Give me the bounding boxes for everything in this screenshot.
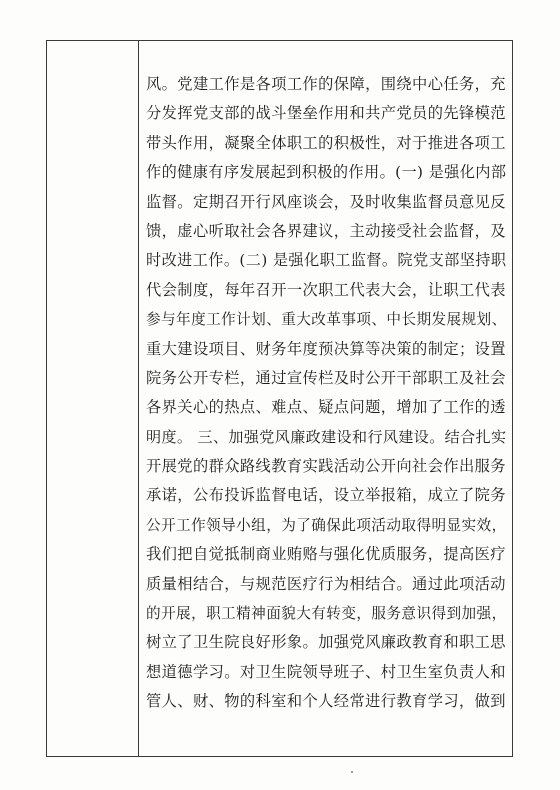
text-line: 质量相结合，与规范医疗行为相结合。通过此项活动 <box>146 574 506 593</box>
text-line: 树立了卫生院良好形象。加强党风廉政教育和职工思 <box>146 633 506 652</box>
scan-speck <box>351 771 353 773</box>
text-line: 风。党建工作是各项工作的保障，围绕中心任务，充 <box>146 75 506 93</box>
text-line: 重大建设项目、财务年度预决算等决策的制定；设置 <box>146 339 506 358</box>
text-line: 管人、财、物的科室和个人经常进行教育学习，做到 <box>146 692 506 711</box>
text-line: 各界关心的热点、难点、疑点问题，增加了工作的透 <box>146 398 506 417</box>
text-line: 参与年度工作计划、重大改革事项、中长期发展规划、 <box>146 311 507 329</box>
text-line: 明度。 三、加强党风廉政建设和行风建设。结合扎实 <box>146 427 507 446</box>
text-line: 我们把自觉抵制商业贿赂与强化优质服务，提高医疗 <box>146 545 506 564</box>
text-line: 馈，虚心听取社会各界建议，主动接受社会监督，及 <box>146 221 506 240</box>
text-line: 开展党的群众路线教育实践活动公开向社会作出服务 <box>146 457 506 476</box>
text-line: 的开展，职工精神面貌大有转变，服务意识得到加强， <box>146 605 507 623</box>
table-bottom-border <box>46 756 513 757</box>
text-line: 代会制度，每年召开一次职工代表大会，让职工代表 <box>146 280 506 299</box>
text-line: 承诺，公布投诉监督电话，设立举报箱，成立了院务 <box>146 486 506 505</box>
text-line: 想道德学习。对卫生院领导班子、村卫生室负责人和 <box>146 662 506 681</box>
text-line: 院务公开专栏，通过宣传栏及时公开干部职工及社会 <box>146 368 506 387</box>
text-line: 公开工作领导小组，为了确保此项活动取得明显实效， <box>146 516 507 534</box>
table-top-border <box>46 40 513 41</box>
table-left-border <box>46 40 47 757</box>
text-line: 分发挥党支部的战斗堡垒作用和共产党员的先锋模范 <box>146 104 506 123</box>
table-right-border <box>512 40 513 757</box>
text-line: 时改进工作。(二) 是强化职工监督。院党支部坚持职 <box>146 251 507 270</box>
table-column-divider <box>138 40 139 757</box>
text-line: 监督。定期召开行风座谈会，及时收集监督员意见反 <box>146 192 506 211</box>
content-cell <box>146 70 506 717</box>
text-line: 作的健康有序发展起到积极的作用。(一) 是强化内部 <box>146 163 507 182</box>
text-line: 带头作用，凝聚全体职工的积极性，对于推进各项工 <box>146 133 506 152</box>
